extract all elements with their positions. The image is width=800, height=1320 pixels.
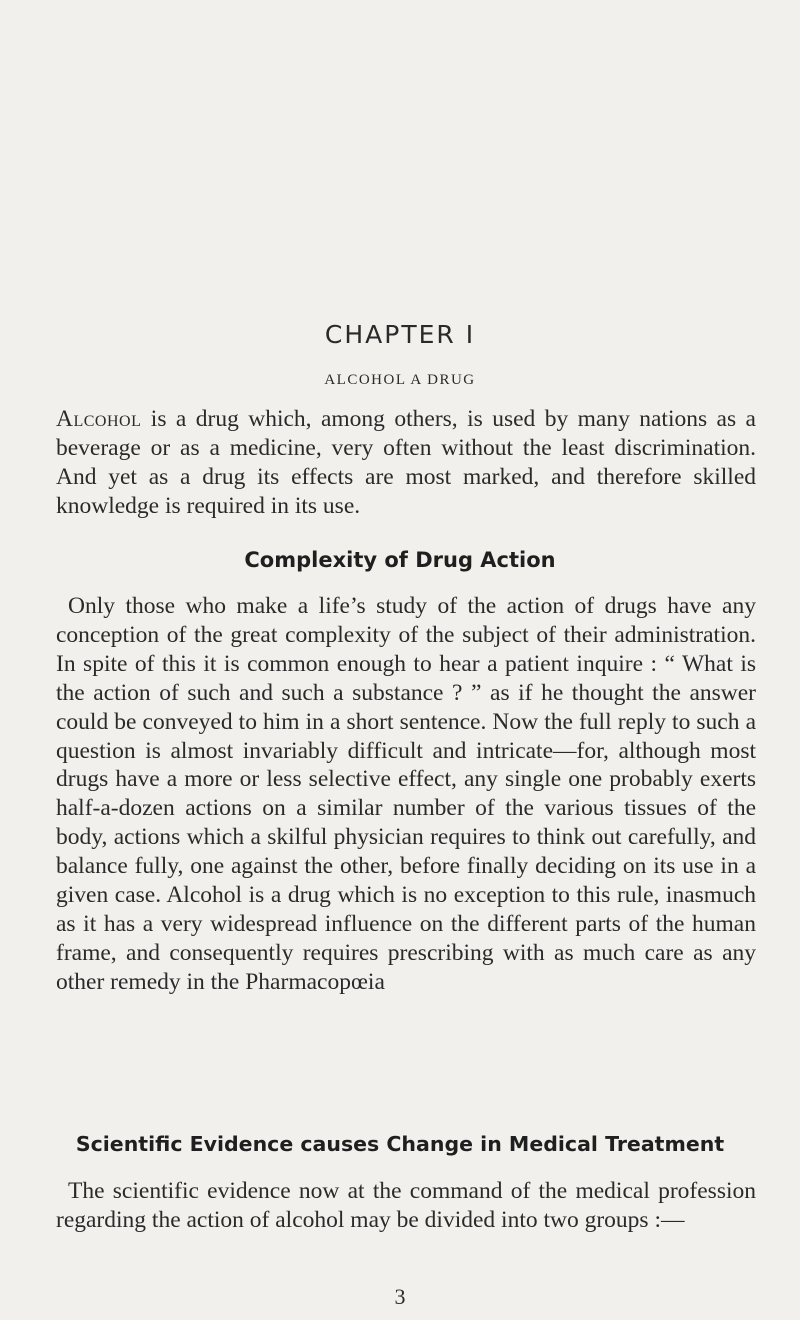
intro-paragraph — [56, 405, 756, 521]
chapter-subtitle: ALCOHOL A DRUG — [324, 372, 476, 388]
intro-lead-word: Alcohol — [56, 406, 142, 432]
section-heading-complexity: Complexity of Drug Action — [244, 548, 556, 572]
section-heading-scientific-evidence: Scientific Evidence causes Change in Medical Treatment — [75, 1132, 725, 1156]
intro-paragraph-text: is a drug which, among others, is used by many nations as a beverage or as a medicine, very often without the least discrimination. And yet as a drug its effects are most marked, and therefore skilled knowledge is required in its use. — [56, 406, 756, 519]
page-number: 3 — [394, 1284, 406, 1309]
scientific-evidence-paragraph: The scientific evidence now at the command of the medical profession regarding the action of alcohol may be divided into two groups :— — [56, 1178, 756, 1233]
complexity-paragraph: Only those who make a life’s study of the action of drugs have any conception of the great complexity of the subject of their administration. In spite of this it is common enough to hear a patient inquire : “ What is the action of such and such a substance ? ” as if he thought the answer could be conveyed to him in a short sentence. Now the full reply to such a question is almost invariably difficult and intricate—for, although most drugs have a more or less selective effect, any single one probably exerts half-a-dozen actions on a similar number of the various tissues of the body, actions which a skilful physician requires to think out carefully, and balance fully, one against the other, before finally deciding on its use in a given case. Alcohol is a drug which is no exception to this rule, inasmuch as it has a very widespread influence on the different parts of the human frame, and consequently requires prescribing with as much care as any other remedy in the Pharmacopœia — [56, 593, 756, 995]
chapter-title: CHAPTER I — [324, 320, 476, 349]
